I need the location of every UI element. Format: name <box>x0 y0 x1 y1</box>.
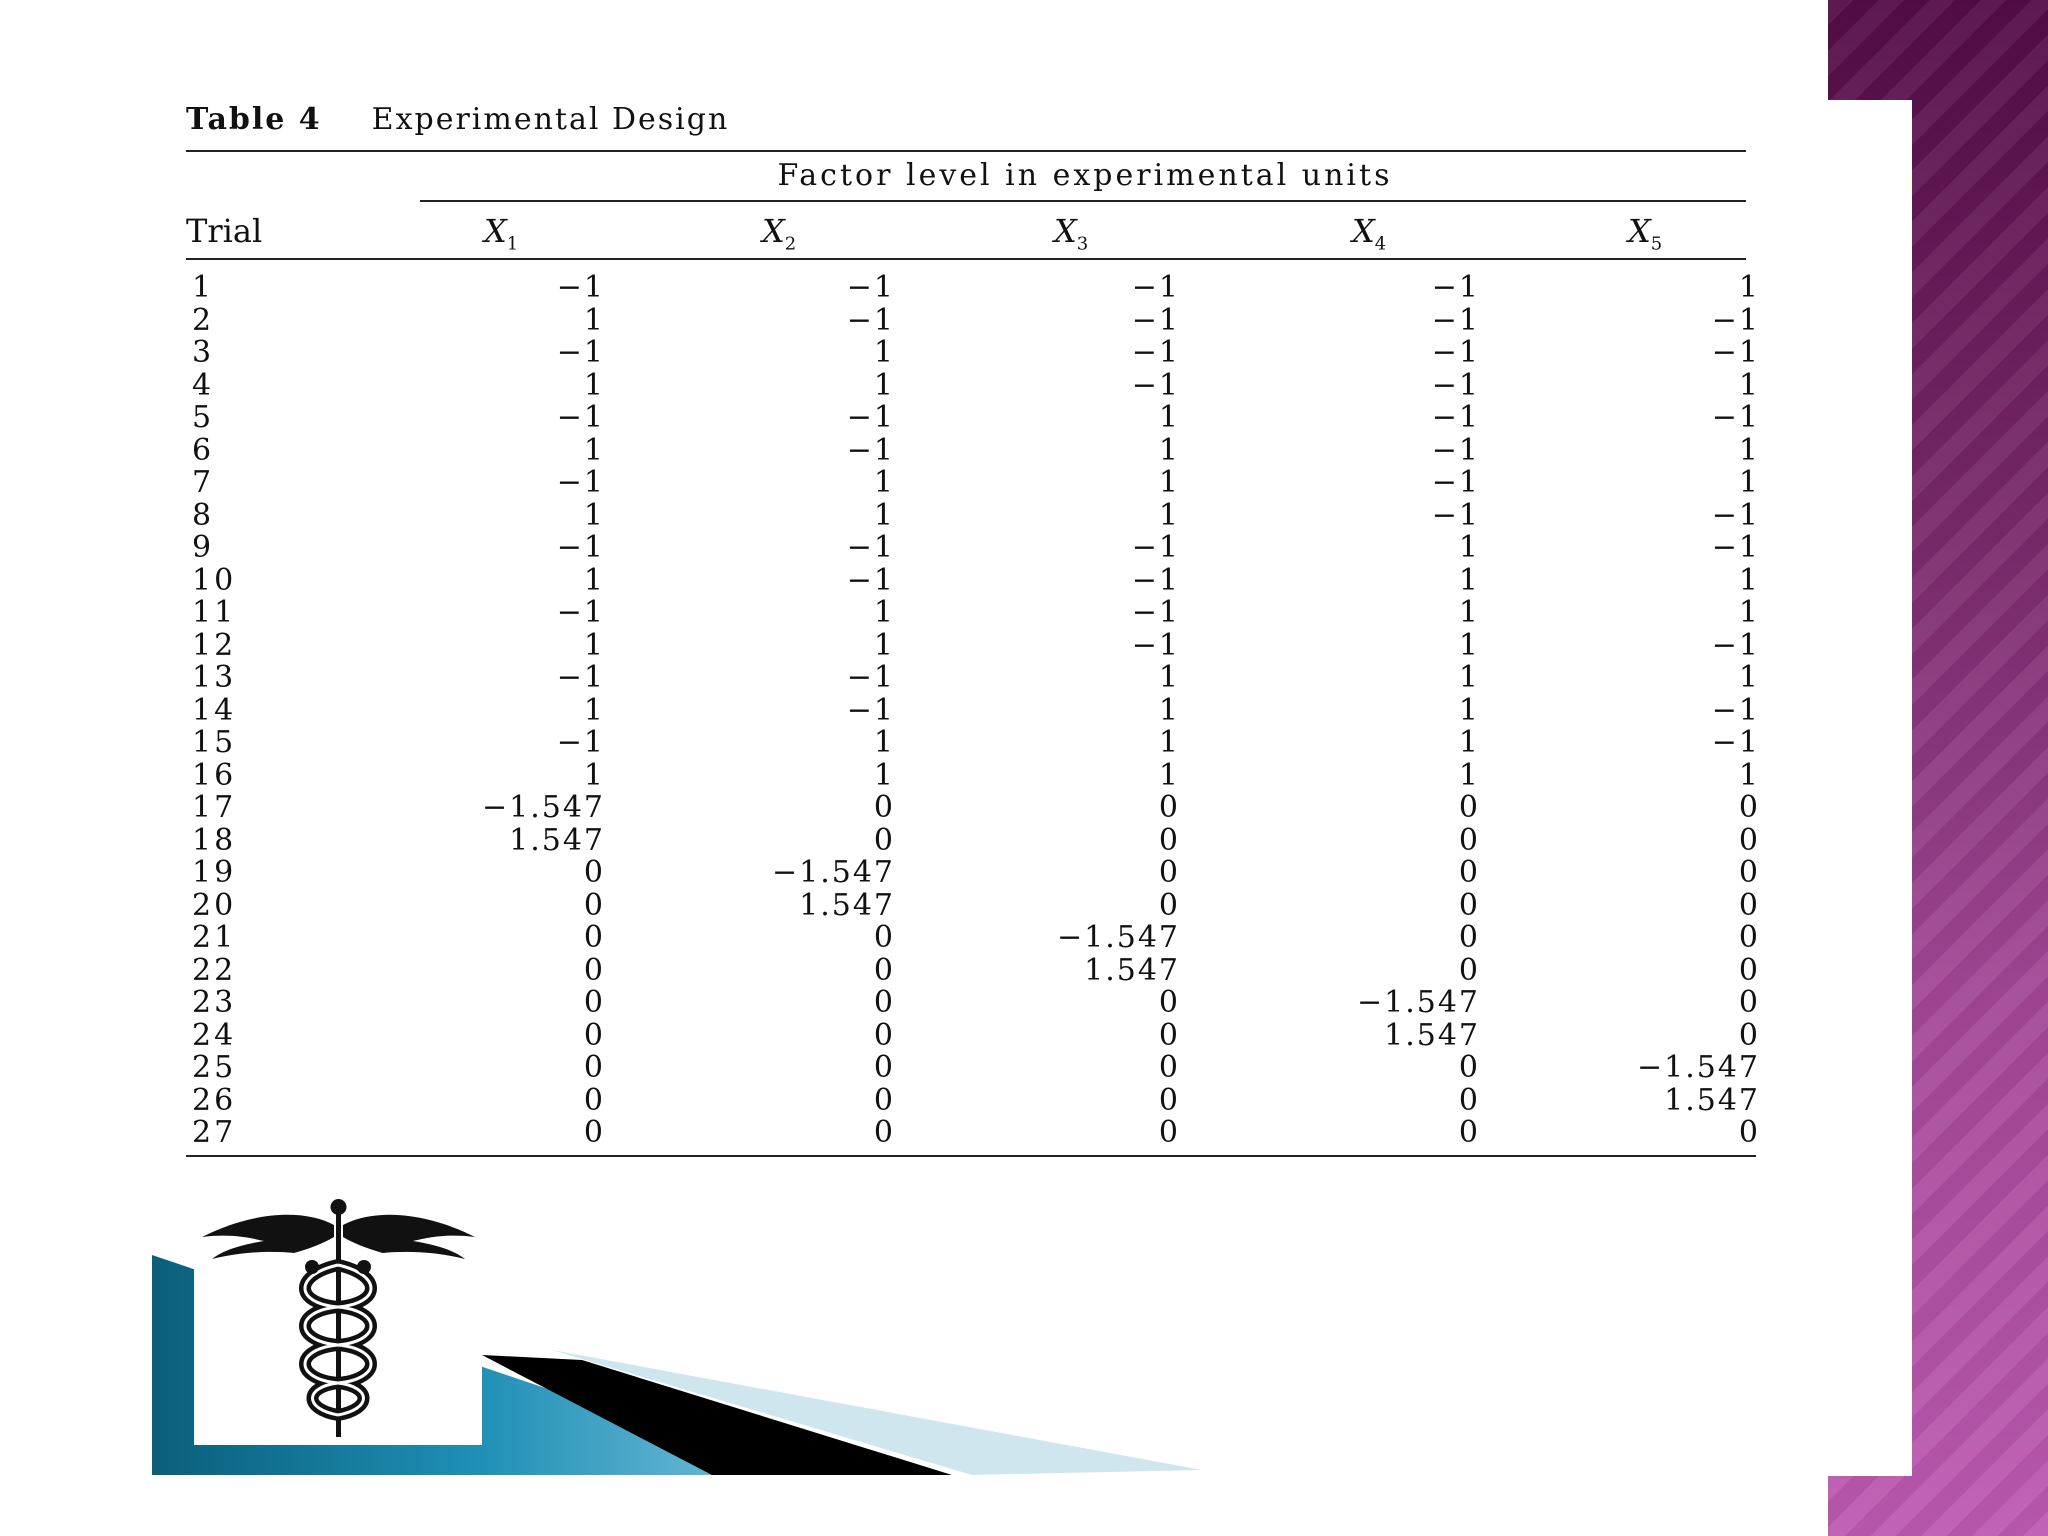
table-row <box>0 987 1828 1019</box>
cell-x3: 0 <box>1158 855 1180 890</box>
cell-x3: 1 <box>1158 660 1180 695</box>
cell-trial: 10 <box>192 562 237 598</box>
table-row <box>0 1052 1828 1084</box>
cell-trial: 13 <box>192 660 237 695</box>
table-label: Table 4 <box>186 102 322 137</box>
cell-x4: 1 <box>1458 692 1480 728</box>
table-row <box>0 1017 1828 1053</box>
cell-x2: 0 <box>873 1115 895 1150</box>
cell-x2: −1 <box>846 530 895 565</box>
table-row <box>0 627 1828 663</box>
cell-x5: 1 <box>1738 465 1760 500</box>
cell-x1: 1 <box>583 692 605 728</box>
cell-x5: −1 <box>1711 725 1760 760</box>
table-row <box>0 497 1828 533</box>
cell-x2: 1 <box>873 335 895 370</box>
cell-x4: −1 <box>1431 432 1480 468</box>
cell-x5: 0 <box>1738 952 1760 988</box>
cell-x4: 1 <box>1458 757 1480 793</box>
cell-x5: 1.547 <box>1664 1082 1760 1118</box>
cell-x4: 0 <box>1458 952 1480 988</box>
column-header-x1: $X_1$ <box>484 212 519 255</box>
cell-x5: −1 <box>1711 627 1760 663</box>
cell-x2: −1 <box>846 302 895 338</box>
cell-x5: 0 <box>1738 1017 1760 1053</box>
cell-x5: −1 <box>1711 302 1760 338</box>
cell-x4: 0 <box>1458 1050 1480 1085</box>
cell-x4: 0 <box>1458 1082 1480 1118</box>
cell-x1: −1 <box>556 465 605 500</box>
cell-trial: 1 <box>192 270 215 305</box>
cell-x1: 1 <box>583 757 605 793</box>
cell-x1: 1.547 <box>509 822 605 858</box>
cell-x4: 1 <box>1458 562 1480 598</box>
cell-x5: 0 <box>1738 1115 1760 1150</box>
column-header-x2: $X_2$ <box>762 212 797 255</box>
cell-x3: −1 <box>1131 335 1180 370</box>
cell-x2: 1 <box>873 497 895 533</box>
cell-trial: 27 <box>192 1115 237 1150</box>
cell-x1: −1 <box>556 595 605 630</box>
cell-x1: −1.547 <box>481 790 605 825</box>
cell-x3: 0 <box>1158 1082 1180 1118</box>
table-row <box>0 727 1828 759</box>
cell-x5: −1 <box>1711 692 1760 728</box>
table-row <box>0 272 1828 304</box>
cell-x3: 1 <box>1158 692 1180 728</box>
header-rule <box>186 258 1746 260</box>
cell-trial: 17 <box>192 790 237 825</box>
cell-x4: −1 <box>1431 367 1480 403</box>
cell-x1: −1 <box>556 530 605 565</box>
cell-trial: 19 <box>192 855 237 890</box>
cell-x4: 1.547 <box>1384 1017 1480 1053</box>
cell-trial: 16 <box>192 757 237 793</box>
cell-trial: 22 <box>192 952 237 988</box>
column-header-trial: Trial <box>186 212 263 250</box>
cell-trial: 9 <box>192 530 215 565</box>
bottom-rule <box>186 1155 1756 1157</box>
cell-x3: 0 <box>1158 1050 1180 1085</box>
cell-x2: 0 <box>873 1082 895 1118</box>
cell-trial: 15 <box>192 725 237 760</box>
cell-x1: 0 <box>583 1082 605 1118</box>
cell-x4: −1 <box>1431 400 1480 435</box>
cell-x3: 1.547 <box>1084 952 1180 988</box>
cell-x3: −1 <box>1131 367 1180 403</box>
cell-x4: 0 <box>1458 887 1480 923</box>
caduceus-icon <box>194 1195 482 1445</box>
cell-x5: −1 <box>1711 400 1760 435</box>
cell-x3: −1 <box>1131 627 1180 663</box>
cell-x3: 1 <box>1158 497 1180 533</box>
cell-x1: 1 <box>583 627 605 663</box>
table-row <box>0 1117 1828 1149</box>
cell-x2: 0 <box>873 952 895 988</box>
cell-x4: 0 <box>1458 855 1480 890</box>
cell-trial: 14 <box>192 692 237 728</box>
cell-x4: 1 <box>1458 725 1480 760</box>
cell-x1: 1 <box>583 497 605 533</box>
cell-x1: 1 <box>583 367 605 403</box>
table-row <box>0 922 1828 954</box>
table-caption <box>186 102 729 137</box>
cell-x4: 0 <box>1458 1115 1480 1150</box>
cell-trial: 6 <box>192 432 215 468</box>
cell-x5: 1 <box>1738 757 1760 793</box>
cell-x2: 0 <box>873 822 895 858</box>
table-row <box>0 822 1828 858</box>
table-row <box>0 792 1828 824</box>
cell-x5: 0 <box>1738 920 1760 955</box>
cell-x5: 0 <box>1738 790 1760 825</box>
cell-x2: 1 <box>873 367 895 403</box>
cell-x4: 1 <box>1458 595 1480 630</box>
cell-x1: 0 <box>583 985 605 1020</box>
table-row <box>0 887 1828 923</box>
table-row <box>0 302 1828 338</box>
cell-x3: −1 <box>1131 302 1180 338</box>
cell-x3: 1 <box>1158 465 1180 500</box>
cell-x3: 1 <box>1158 432 1180 468</box>
cell-x4: −1 <box>1431 302 1480 338</box>
cell-x3: 0 <box>1158 887 1180 923</box>
cell-x5: 0 <box>1738 822 1760 858</box>
cell-x4: 0 <box>1458 790 1480 825</box>
cell-x1: −1 <box>556 660 605 695</box>
cell-x1: −1 <box>556 400 605 435</box>
group-rule <box>420 200 1746 202</box>
cell-x1: −1 <box>556 335 605 370</box>
cell-x5: 0 <box>1738 985 1760 1020</box>
cell-x3: 0 <box>1158 790 1180 825</box>
cell-x2: 1.547 <box>799 887 895 923</box>
table-row <box>0 757 1828 793</box>
table-title: Experimental Design <box>371 102 730 137</box>
table-row <box>0 367 1828 403</box>
cell-x4: 0 <box>1458 920 1480 955</box>
cell-x2: 1 <box>873 465 895 500</box>
cell-x5: −1.547 <box>1636 1050 1760 1085</box>
cell-x4: 0 <box>1458 822 1480 858</box>
cell-x1: 0 <box>583 1050 605 1085</box>
cell-trial: 3 <box>192 335 215 370</box>
cell-x2: −1 <box>846 660 895 695</box>
cell-x5: −1 <box>1711 335 1760 370</box>
table-row <box>0 562 1828 598</box>
cell-x5: 1 <box>1738 660 1760 695</box>
cell-x1: 1 <box>583 302 605 338</box>
cell-x3: 0 <box>1158 1115 1180 1150</box>
cell-x1: 1 <box>583 432 605 468</box>
cell-x2: −1.547 <box>771 855 895 890</box>
cell-x2: 1 <box>873 757 895 793</box>
cell-x1: 0 <box>583 855 605 890</box>
cell-x1: 0 <box>583 952 605 988</box>
cell-x2: 0 <box>873 1050 895 1085</box>
cell-x5: 0 <box>1738 887 1760 923</box>
cell-x5: 1 <box>1738 270 1760 305</box>
cell-x2: −1 <box>846 562 895 598</box>
cell-x1: 0 <box>583 1115 605 1150</box>
cell-x2: 1 <box>873 595 895 630</box>
cell-trial: 11 <box>192 595 237 630</box>
cell-trial: 4 <box>192 367 215 403</box>
cell-x5: 1 <box>1738 432 1760 468</box>
cell-x3: 1 <box>1158 400 1180 435</box>
cell-x2: −1 <box>846 400 895 435</box>
cell-x3: −1 <box>1131 562 1180 598</box>
column-header-x4: $X_4$ <box>1352 212 1387 255</box>
table-row <box>0 952 1828 988</box>
cell-trial: 26 <box>192 1082 237 1118</box>
cell-x3: −1.547 <box>1056 920 1180 955</box>
cell-x1: −1 <box>556 725 605 760</box>
cell-x4: 1 <box>1458 627 1480 663</box>
cell-x1: 0 <box>583 920 605 955</box>
cell-x2: 0 <box>873 1017 895 1053</box>
cell-trial: 20 <box>192 887 237 923</box>
table-row <box>0 662 1828 694</box>
cell-x2: 1 <box>873 627 895 663</box>
cell-x2: 0 <box>873 985 895 1020</box>
cell-x4: −1 <box>1431 270 1480 305</box>
cell-trial: 21 <box>192 920 237 955</box>
top-rule <box>186 150 1746 152</box>
cell-x5: 0 <box>1738 855 1760 890</box>
cell-x5: 1 <box>1738 595 1760 630</box>
cell-x1: 0 <box>583 1017 605 1053</box>
cell-x2: −1 <box>846 432 895 468</box>
table-row <box>0 467 1828 499</box>
cell-x2: 1 <box>873 725 895 760</box>
cell-x4: −1 <box>1431 335 1480 370</box>
logo-box <box>194 1195 482 1445</box>
cell-trial: 7 <box>192 465 215 500</box>
cell-x1: −1 <box>556 270 605 305</box>
cell-x5: −1 <box>1711 530 1760 565</box>
table-row <box>0 532 1828 564</box>
cell-x4: 1 <box>1458 660 1480 695</box>
cell-trial: 25 <box>192 1050 237 1085</box>
table-row <box>0 597 1828 629</box>
table-row <box>0 692 1828 728</box>
cell-x3: −1 <box>1131 270 1180 305</box>
cell-x5: 1 <box>1738 562 1760 598</box>
group-heading: Factor level in experimental units <box>777 158 1393 193</box>
column-header-x5: $X_5$ <box>1628 212 1663 255</box>
cell-x4: −1 <box>1431 465 1480 500</box>
cell-x2: 0 <box>873 790 895 825</box>
cell-x4: −1 <box>1431 497 1480 533</box>
cell-trial: 2 <box>192 302 215 338</box>
table-row <box>0 857 1828 889</box>
cell-trial: 24 <box>192 1017 237 1053</box>
cell-x2: −1 <box>846 692 895 728</box>
cell-x2: −1 <box>846 270 895 305</box>
table-row <box>0 1082 1828 1118</box>
cell-x2: 0 <box>873 920 895 955</box>
cell-trial: 12 <box>192 627 237 663</box>
cell-x4: 1 <box>1458 530 1480 565</box>
table-row <box>0 432 1828 468</box>
cell-x5: −1 <box>1711 497 1760 533</box>
cell-trial: 5 <box>192 400 215 435</box>
cell-x3: 1 <box>1158 757 1180 793</box>
cell-x3: 1 <box>1158 725 1180 760</box>
column-header-x3: $X_3$ <box>1054 212 1089 255</box>
cell-x3: 0 <box>1158 985 1180 1020</box>
cell-x3: −1 <box>1131 595 1180 630</box>
cell-x4: −1.547 <box>1356 985 1480 1020</box>
cell-x5: 1 <box>1738 367 1760 403</box>
cell-x3: −1 <box>1131 530 1180 565</box>
table-row <box>0 337 1828 369</box>
cell-x3: 0 <box>1158 1017 1180 1053</box>
cell-trial: 8 <box>192 497 215 533</box>
cell-trial: 18 <box>192 822 237 858</box>
cell-x3: 0 <box>1158 822 1180 858</box>
cell-trial: 23 <box>192 985 237 1020</box>
cell-x1: 1 <box>583 562 605 598</box>
cell-x1: 0 <box>583 887 605 923</box>
table-row <box>0 402 1828 434</box>
